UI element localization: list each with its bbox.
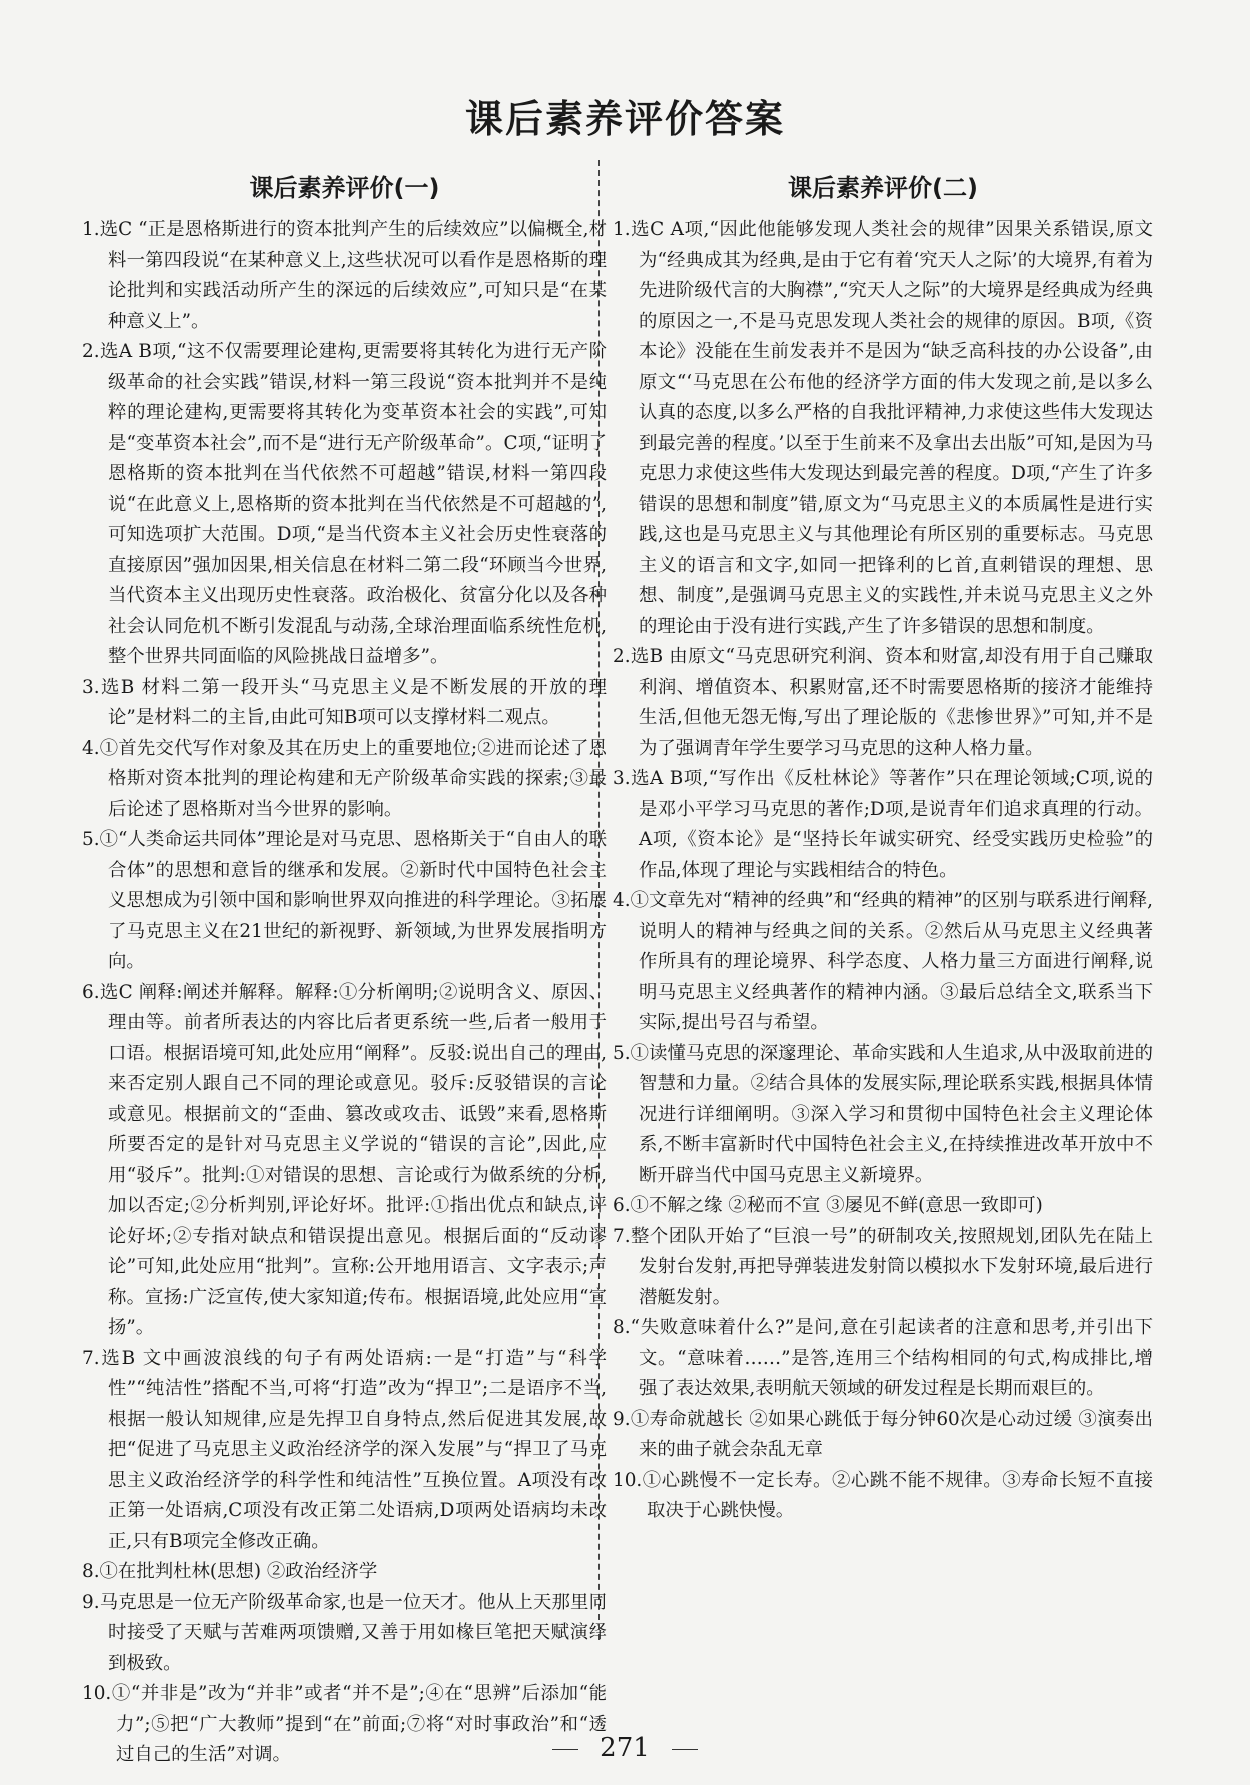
page-number-footer: [0, 1733, 1250, 1763]
page-title: 课后素养评价答案: [464, 97, 785, 141]
page-number: 271: [600, 1733, 650, 1763]
answer-item: 1.选C A项,“因此他能够发现人类社会的规律”因果关系错误,原文为“经典成其为经典,是由于它有着‘究天人之际’的大境界,有着为先进阶级代言的大胸襟”,“究天人之际”的大境界是经典成为经典的原因之一,不是马克思发现人类社会的规律的原因。B项,《资本论》没能在生前发表并不是因为“缺乏高科技的办公设备”,由原文“‘马克思在公布他的经济学方面的伟大发现之前,是以多么认真的态度,以多么严格的自我批评精神,力求使这些伟大发现达到最完善的程度。’以至于生前来不及拿出去出版”可知,是因为马克思力求使这些伟大发现达到最完善的程度。D项,“产生了许多错误的思想和制度”错,原文为“马克思主义的本质属性是进行实践,这也是马克思主义与其他理论有所区别的重要标志。马克思主义的语言和文字,如同一把锋利的匕首,直刺错误的理想、思想、制度”,是强调马克思主义的实践性,并未说马克思主义之外的理论由于没有进行实践,产生了许多错误的思想和制度。: [613, 219, 1153, 637]
answer-item: 5.①读懂马克思的深邃理论、革命实践和人生追求,从中汲取前进的智慧和力量。②结合具体的发展实际,理论联系实践,根据具体情况进行详细阐明。③深入学习和贯彻中国特色社会主义理论体系,不断丰富新时代中国特色社会主义,在持续推进改革开放中不断开辟当代中国马克思主义新境界。: [613, 1042, 1153, 1186]
right-column: [613, 160, 1153, 1527]
answer-item: 9.马克思是一位无产阶级革命家,也是一位天才。他从上天那里同时接受了天赋与苦难两项馈赠,又善于用如椽巨笔把天赋演绎到极致。: [82, 1591, 607, 1674]
answer-item: 2.选B 由原文“马克思研究利润、资本和财富,却没有用于自己赚取利润、增值资本、积累财富,还不时需要恩格斯的接济才能维持生活,但他无怨无悔,写出了理论版的《悲惨世界》”可知,并不是为了强调青年学生要学习马克思的这种人格力量。: [613, 646, 1153, 759]
answer-item: 10.①心跳慢不一定长寿。②心跳不能不规律。③寿命长短不直接取决于心跳快慢。: [613, 1469, 1153, 1521]
answer-item: 4.①首先交代写作对象及其在历史上的重要地位;②进而论述了恩格斯对资本批判的理论构建和无产阶级革命实践的探索;③最后论述了恩格斯对当今世界的影响。: [82, 737, 607, 820]
answer-item: 10.①“并非是”改为“并非”或者“并不是”;④在“思辨”后添加“能力”;⑤把“广大教师”提到“在”前面;⑦将“对时事政治”和“透过自己的生活”对调。: [82, 1683, 607, 1765]
answer-item: 7.选B 文中画波浪线的句子有两处语病:一是“打造”与“科学性”“纯洁性”搭配不当,可将“打造”改为“捍卫”;二是语序不当,根据一般认知规律,应是先捍卫自身特点,然后促进其发展,故把“促进了马克思主义政治经济学的深入发展”与“捍卫了马克思主义政治经济学的科学性和纯洁性”互换位置。A项没有改正第一处语病,C项没有改正第二处语病,D项两处语病均未改正,只有B项完全修改正确。: [82, 1347, 607, 1552]
answer-item: 7.整个团队开始了“巨浪一号”的研制攻关,按照规划,团队先在陆上发射台发射,再把导弹装进发射筒以模拟水下发射环境,最后进行潜艇发射。: [613, 1225, 1153, 1308]
answer-item: 3.选A B项,“写作出《反杜林论》等著作”只在理论领域;C项,说的是邓小平学习马克思的著作;D项,是说青年们追求真理的行动。A项,《资本论》是“坚持长年诚实研究、经受实践历史检验”的作品,体现了理论与实践相结合的特色。: [613, 768, 1153, 881]
answer-item: 3.选B 材料二第一段开头“马克思主义是不断发展的开放的理论”是材料二的主旨,由此可知B项可以支撑材料二观点。: [82, 676, 607, 728]
answer-item: 4.①文章先对“精神的经典”和“经典的精神”的区别与联系进行阐释,说明人的精神与经典之间的关系。②然后从马克思主义经典著作所具有的理论境界、科学态度、人格力量三方面进行阐释,说明马克思主义经典著作的精神内涵。③最后总结全文,联系当下实际,提出号召与希望。: [613, 890, 1153, 1033]
left-column: [82, 160, 607, 1771]
answer-item: 6.①不解之缘 ②秘而不宣 ③屡见不鲜(意思一致即可): [613, 1195, 1043, 1216]
answer-item: 8.①在批判杜林(思想) ②政治经济学: [82, 1561, 378, 1582]
answer-item: 5.①“人类命运共同体”理论是对马克思、恩格斯关于“自由人的联合体”的思想和意旨的继承和发展。②新时代中国特色社会主义思想成为引领中国和影响世界双向推进的科学理论。③拓展了马克思主义在21世纪的新视野、新领域,为世界发展指明方向。: [82, 829, 607, 972]
answer-item: 1.选C “正是恩格斯进行的资本批判产生的后续效应”以偏概全,材料一第四段说“在某种意义上,这些状况可以看作是恩格斯的理论批判和实践活动所产生的深远的后续效应”,可知只是“在某种意义上”。: [82, 219, 607, 332]
section-heading-1: 课后素养评价(一): [249, 174, 440, 202]
column-divider: [598, 160, 600, 1640]
answer-item: 8.“失败意味着什么?”是问,意在引起读者的注意和思考,并引出下文。“意味着……”是答,连用三个结构相同的句式,构成排比,增强了表达效果,表明航天领域的研发过程是长期而艰巨的。: [613, 1317, 1153, 1399]
footer-dash: [552, 1749, 578, 1750]
section-heading-2: 课后素养评价(二): [788, 174, 978, 202]
answer-item: 9.①寿命就越长 ②如果心跳低于每分钟60次是心动过缓 ③演奏出来的曲子就会杂乱无章: [613, 1408, 1153, 1460]
footer-dash: [672, 1749, 698, 1750]
answer-item: 6.选C 阐释:阐述并解释。解释:①分析阐明;②说明含义、原因、理由等。前者所表达的内容比后者更系统一些,后者一般用于口语。根据语境可知,此处应用“阐释”。反驳:说出自己的理由,来否定别人跟自己不同的理论或意见。驳斥:反驳错误的言论或意见。根据前文的“歪曲、篡改或攻击、诋毁”来看,恩格斯所要否定的是针对马克思主义学说的“错误的言论”,因此,应用“驳斥”。批判:①对错误的思想、言论或行为做系统的分析,加以否定;②分析判别,评论好坏。批评:①指出优点和缺点,评论好坏;②专指对缺点和错误提出意见。根据后面的“反动谬论”可知,此处应用“批判”。宣称:公开地用语言、文字表示;声称。宣扬:广泛宣传,使大家知道;传布。根据语境,此处应用“宣扬”。: [82, 981, 607, 1338]
answer-item: 2.选A B项,“这不仅需要理论建构,更需要将其转化为进行无产阶级革命的社会实践”错误,材料一第三段说“资本批判并不是纯粹的理论建构,更需要将其转化为变革资本社会的实践”,可知是“变革资本社会”,而不是“进行无产阶级革命”。C项,“证明了恩格斯的资本批判在当代依然不可超越”错误,材料一第四段说“在此意义上,恩格斯的资本批判在当代依然是不可超越的”,可知选项扩大范围。D项,“是当代资本主义社会历史性衰落的直接原因”强加因果,相关信息在材料二第二段“环顾当今世界,当代资本主义出现历史性衰落。政治极化、贫富分化以及各种社会认同危机不断引发混乱与动荡,全球治理面临系统性危机,整个世界共同面临的风险挑战日益增多”。: [82, 341, 607, 667]
